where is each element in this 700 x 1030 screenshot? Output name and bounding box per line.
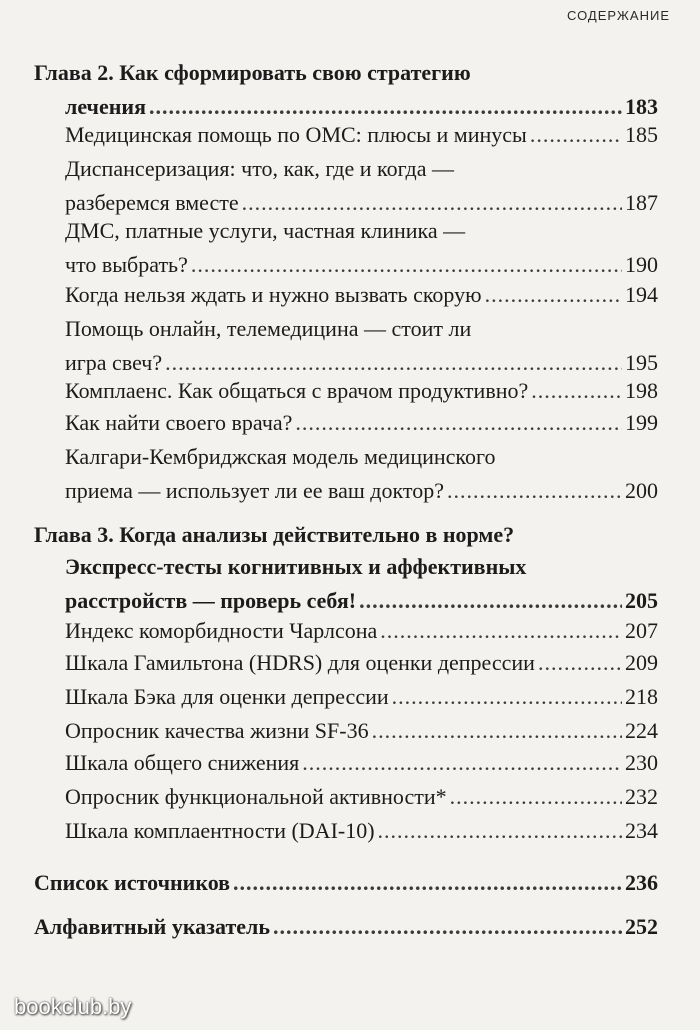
- toc-item[interactable]: [65, 680, 658, 714]
- item-title: Индекс коморбидности Чарлсона: [65, 618, 378, 643]
- leader-dots: [233, 866, 622, 900]
- leader-dots: [378, 814, 622, 848]
- item-title: Список источников: [34, 870, 231, 895]
- toc-section[interactable]: [65, 550, 658, 618]
- item-title: Медицинская помощь по ОМС: плюсы и минусы: [65, 122, 527, 147]
- section-title: расстройств — проверь себя!: [65, 588, 357, 613]
- item-title: игра свеч?: [65, 350, 163, 375]
- page-number: 185: [625, 122, 658, 147]
- page-number: 224: [625, 718, 658, 743]
- page-number: 207: [625, 618, 658, 643]
- chapter-title: лечения: [65, 94, 146, 119]
- item-title: Алфавитный указатель: [34, 914, 271, 939]
- item-title: Опросник качества жизни SF-36: [65, 718, 369, 743]
- leader-dots: [450, 780, 622, 814]
- toc-item[interactable]: [65, 814, 658, 848]
- leader-dots: [380, 614, 622, 648]
- item-title: приема — использует ли ее ваш доктор?: [65, 478, 444, 503]
- leader-dots: [295, 406, 622, 440]
- item-title: Калгари-Кембриджская модель медицинского: [65, 444, 496, 469]
- page-number: 205: [625, 588, 658, 613]
- page-number: 183: [625, 94, 658, 119]
- toc-item[interactable]: [65, 278, 658, 312]
- watermark: bookclub.by: [14, 994, 132, 1019]
- page-number: 194: [625, 282, 658, 307]
- item-title: Шкала Бэка для оценки депрессии: [65, 684, 389, 709]
- toc-item[interactable]: [65, 152, 658, 220]
- toc-sources[interactable]: [34, 866, 658, 900]
- toc-item[interactable]: [65, 646, 658, 680]
- toc-item[interactable]: [65, 746, 658, 780]
- page-number: 209: [625, 650, 658, 675]
- page-number: 200: [625, 478, 658, 503]
- toc-item[interactable]: [65, 214, 658, 282]
- toc-item[interactable]: [65, 118, 658, 152]
- toc-item[interactable]: [65, 312, 658, 380]
- toc-item[interactable]: [65, 406, 658, 440]
- leader-dots: [447, 474, 622, 508]
- leader-dots: [531, 374, 622, 408]
- page-number: 218: [625, 684, 658, 709]
- leader-dots: [392, 680, 622, 714]
- toc-item[interactable]: [65, 374, 658, 408]
- toc-chapter-2[interactable]: [34, 56, 658, 124]
- item-title: ДМС, платные услуги, частная клиника —: [65, 218, 466, 243]
- page-number: 190: [625, 252, 658, 277]
- page-number: 198: [625, 378, 658, 403]
- section-title: Экспресс-тесты когнитивных и аффективных: [65, 554, 527, 579]
- item-title: что выбрать?: [65, 252, 188, 277]
- item-title: Шкала общего снижения: [65, 750, 300, 775]
- leader-dots: [485, 278, 622, 312]
- item-title: Помощь онлайн, телемедицина — стоит ли: [65, 316, 472, 341]
- page-number: 195: [625, 350, 658, 375]
- leader-dots: [302, 746, 622, 780]
- leader-dots: [372, 714, 622, 748]
- chapter-title: Глава 3. Когда анализы действительно в норме?: [34, 522, 515, 547]
- leader-dots: [530, 118, 622, 152]
- item-title: Шкала комплаентности (DAI-10): [65, 818, 375, 843]
- leader-dots: [273, 910, 622, 944]
- toc-chapter-3[interactable]: [34, 518, 658, 552]
- item-title: Комплаенс. Как общаться с врачом продуктивно?: [65, 378, 529, 403]
- page-number: 236: [625, 870, 658, 895]
- page-number: 230: [625, 750, 658, 775]
- page-number: 234: [625, 818, 658, 843]
- page-header: СОДЕРЖАНИЕ: [566, 8, 670, 23]
- chapter-title: Глава 2. Как сформировать свою стратегию: [34, 60, 471, 85]
- toc-item[interactable]: [65, 614, 658, 648]
- page-number: 199: [625, 410, 658, 435]
- toc-item[interactable]: [65, 714, 658, 748]
- page-number: 252: [625, 914, 658, 939]
- page-number: 187: [625, 190, 658, 215]
- item-title: Диспансеризация: что, как, где и когда —: [65, 156, 454, 181]
- item-title: Шкала Гамильтона (HDRS) для оценки депрессии: [65, 650, 535, 675]
- leader-dots: [359, 584, 622, 618]
- leader-dots: [538, 646, 622, 680]
- item-title: Как найти своего врача?: [65, 410, 293, 435]
- leader-dots: [191, 248, 622, 282]
- toc-item[interactable]: [65, 780, 658, 814]
- item-title: Опросник функциональной активности*: [65, 784, 447, 809]
- item-title: Когда нельзя ждать и нужно вызвать скорую: [65, 282, 482, 307]
- page-number: 232: [625, 784, 658, 809]
- toc-item[interactable]: [65, 440, 658, 508]
- item-title: разберемся вместе: [65, 190, 239, 215]
- toc-index[interactable]: [34, 910, 658, 944]
